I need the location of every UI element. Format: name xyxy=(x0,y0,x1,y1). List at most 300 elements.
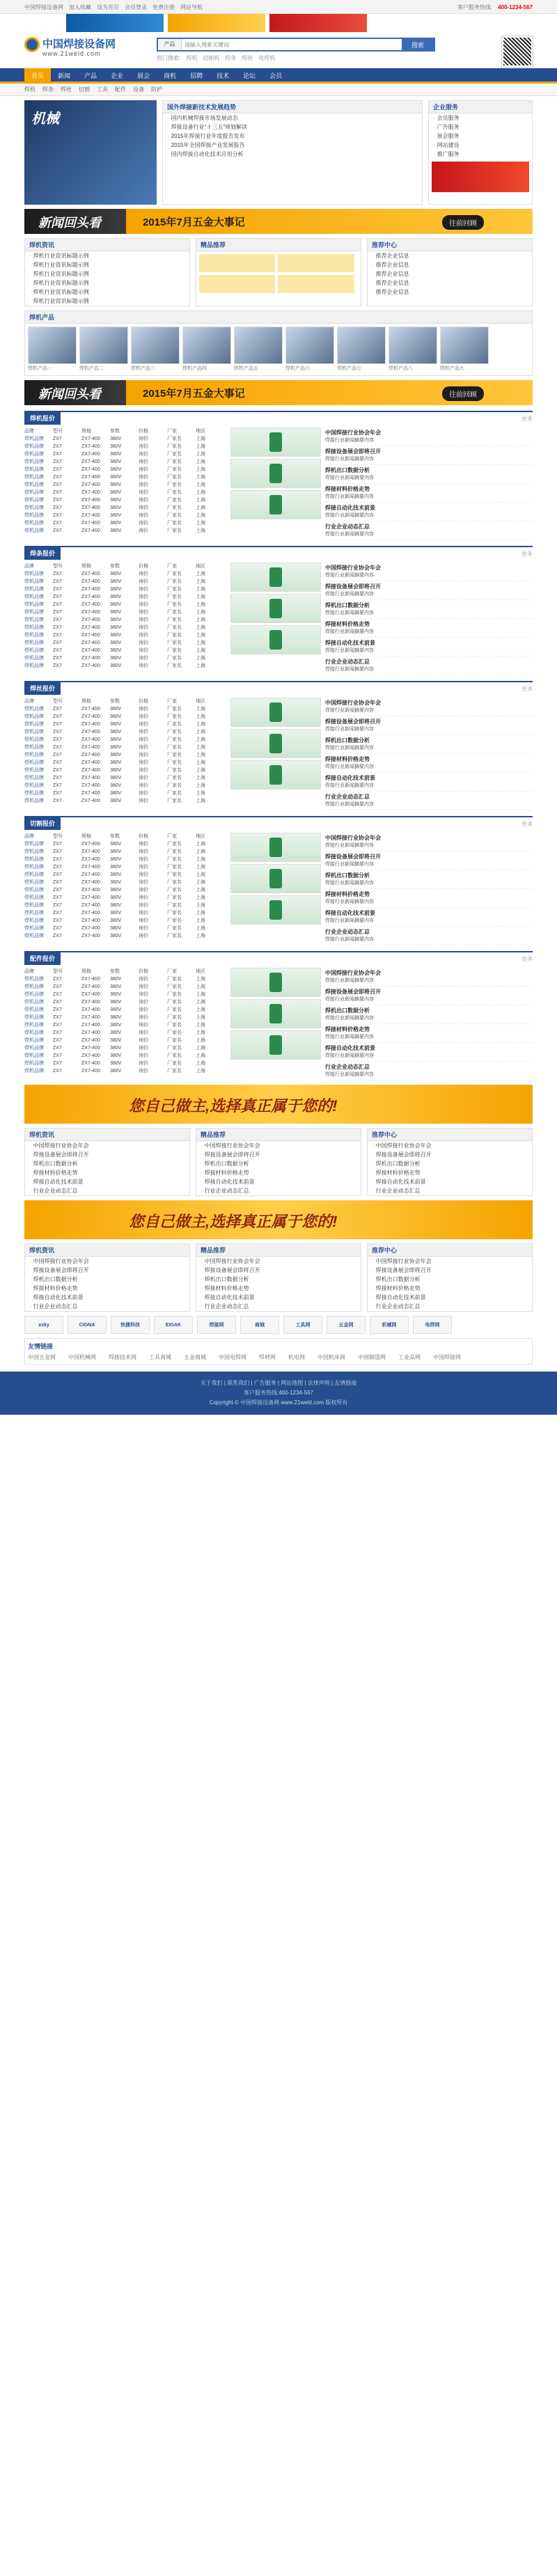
nav-item[interactable]: 产品 xyxy=(84,72,97,79)
table-cell: ZX7 xyxy=(53,992,62,997)
table-cell: 焊机品牌 xyxy=(24,656,44,661)
news-link[interactable]: · 焊接自动化技术前景 xyxy=(368,1293,532,1302)
friend-link[interactable]: 中国焊接网 xyxy=(433,1354,461,1360)
section-tag[interactable]: 焊条报价 xyxy=(24,547,61,560)
product-item[interactable] xyxy=(131,327,180,372)
banner-button[interactable]: 往前回顾 xyxy=(442,215,484,230)
section-more[interactable]: 更多 xyxy=(521,955,533,962)
nav-item[interactable]: 展会 xyxy=(137,72,150,79)
table-row[interactable] xyxy=(24,774,226,782)
product-name[interactable]: 焊机产品六 xyxy=(285,366,310,371)
news-item[interactable] xyxy=(325,773,533,792)
table-row[interactable] xyxy=(24,504,226,512)
table-row[interactable] xyxy=(24,481,226,489)
table-row[interactable] xyxy=(24,998,226,1006)
friend-link[interactable]: 机电网 xyxy=(288,1354,305,1360)
news-link[interactable]: · 焊接材料价格走势 xyxy=(196,1284,361,1293)
column-item[interactable]: · 焊机行业资讯标题示例 xyxy=(25,269,189,278)
news-summary: 焊接行业新闻摘要内容 xyxy=(325,727,374,732)
news-item[interactable] xyxy=(325,870,533,889)
ad-banner[interactable] xyxy=(66,14,164,32)
news-link[interactable]: · 行业企业动态汇总 xyxy=(368,1302,532,1311)
table-cell: 380V xyxy=(110,505,122,510)
section-more[interactable]: 更多 xyxy=(521,685,533,692)
table-cell: ZX7-400 xyxy=(81,663,100,668)
table-row[interactable] xyxy=(24,654,226,662)
news-review-banner[interactable] xyxy=(24,209,533,234)
partner-logo[interactable]: xsky xyxy=(24,1316,63,1334)
partner-logo[interactable]: 机械网 xyxy=(370,1316,409,1334)
table-row[interactable] xyxy=(24,519,226,527)
ad-banner[interactable] xyxy=(168,14,265,32)
friend-link[interactable]: 中国五金网 xyxy=(28,1354,56,1360)
table-cell: 380V xyxy=(110,521,122,526)
news-item[interactable] xyxy=(325,792,533,810)
news-link[interactable]: · 焊机出口数据分析 xyxy=(368,1159,532,1168)
headline-item[interactable]: · 国内焊接自动化技术应用分析 xyxy=(163,150,422,159)
table-row[interactable] xyxy=(24,435,226,443)
section-more[interactable]: 更多 xyxy=(521,550,533,557)
top-link[interactable]: 设为首页 xyxy=(97,3,119,10)
table-row[interactable] xyxy=(24,879,226,886)
product-item[interactable] xyxy=(234,327,283,372)
friend-link[interactable]: 中国电焊网 xyxy=(219,1354,246,1360)
news-item[interactable] xyxy=(325,581,533,600)
section-tag[interactable]: 配件报价 xyxy=(24,952,61,965)
table-row[interactable] xyxy=(24,1006,226,1014)
friend-link[interactable]: 工具商城 xyxy=(149,1354,171,1360)
news-item[interactable] xyxy=(325,600,533,619)
table-cell: ZX7 xyxy=(53,768,62,773)
table-row[interactable] xyxy=(24,496,226,504)
news-link[interactable]: · 中国焊接行业协会年会 xyxy=(25,1141,189,1150)
section-tag[interactable]: 焊丝报价 xyxy=(24,682,61,695)
table-row[interactable] xyxy=(24,983,226,991)
product-item[interactable] xyxy=(182,327,231,372)
headline-item[interactable]: · 2015年全国焊接产业发展报告 xyxy=(163,141,422,150)
table-row[interactable] xyxy=(24,647,226,654)
partner-logo[interactable]: 快捷科技 xyxy=(111,1316,150,1334)
machine-image[interactable] xyxy=(230,1030,321,1060)
friend-link[interactable]: 中国机床网 xyxy=(317,1354,345,1360)
subnav-item[interactable]: 焊机 xyxy=(24,86,36,93)
table-row[interactable] xyxy=(24,790,226,797)
product-item[interactable] xyxy=(79,327,128,372)
table-row[interactable] xyxy=(24,767,226,774)
news-link[interactable]: · 行业企业动态汇总 xyxy=(368,1186,532,1195)
news-review-banner-2[interactable] xyxy=(24,380,533,405)
table-row[interactable] xyxy=(24,616,226,624)
hero-slider[interactable]: 机械 xyxy=(24,100,157,205)
table-cell: 上海 xyxy=(196,618,205,622)
top-link[interactable]: 网站导航 xyxy=(180,3,203,10)
service-item[interactable]: · 广告服务 xyxy=(429,123,532,132)
table-row[interactable] xyxy=(24,608,226,616)
news-link[interactable]: · 焊接材料价格走势 xyxy=(25,1284,189,1293)
news-item[interactable] xyxy=(325,889,533,908)
news-item[interactable] xyxy=(325,908,533,927)
table-row[interactable] xyxy=(24,894,226,902)
product-image[interactable] xyxy=(440,327,489,364)
table-row[interactable] xyxy=(24,797,226,805)
table-row[interactable] xyxy=(24,443,226,450)
hot-word[interactable]: 电焊机 xyxy=(258,55,276,61)
partner-logo[interactable]: 工具网 xyxy=(283,1316,322,1334)
table-row[interactable] xyxy=(24,1029,226,1037)
table-cell: ZX7-400 xyxy=(81,521,100,526)
product-image[interactable] xyxy=(337,327,386,364)
news-link[interactable]: · 焊机出口数据分析 xyxy=(25,1275,189,1284)
news-item[interactable] xyxy=(325,427,533,446)
table-row[interactable] xyxy=(24,489,226,496)
column-item[interactable]: · 焊机行业资讯标题示例 xyxy=(25,278,189,288)
table-row[interactable] xyxy=(24,759,226,767)
table-row[interactable] xyxy=(24,909,226,917)
table-row[interactable] xyxy=(24,713,226,721)
headline-item[interactable]: · 焊接设备行业“十三五”规划解读 xyxy=(163,123,422,132)
product-name[interactable]: 焊机产品一 xyxy=(28,366,52,371)
product-item[interactable] xyxy=(285,327,334,372)
section-more[interactable]: 更多 xyxy=(521,820,533,827)
machine-image[interactable] xyxy=(230,833,321,862)
news-link[interactable]: · 焊接自动化技术前景 xyxy=(196,1293,361,1302)
product-name[interactable]: 焊机产品七 xyxy=(337,366,361,371)
news-title: 中国焊接行业协会年会 xyxy=(325,565,381,571)
news-link[interactable]: · 焊接设备展会即将召开 xyxy=(196,1150,361,1159)
news-link[interactable]: · 焊接自动化技术前景 xyxy=(368,1177,532,1186)
table-row[interactable] xyxy=(24,1067,226,1075)
subnav-item[interactable]: 焊条 xyxy=(42,86,54,93)
news-link[interactable]: · 焊接自动化技术前景 xyxy=(25,1177,189,1186)
news-item[interactable] xyxy=(325,851,533,870)
table-row[interactable] xyxy=(24,886,226,894)
machine-image[interactable] xyxy=(230,999,321,1028)
table-row[interactable] xyxy=(24,705,226,713)
table-row[interactable] xyxy=(24,728,226,736)
table-row[interactable] xyxy=(24,721,226,728)
product-item[interactable] xyxy=(28,327,77,372)
product-name[interactable]: 焊机产品五 xyxy=(234,366,258,371)
machine-image[interactable] xyxy=(230,729,321,758)
column-item[interactable]: · 推荐企业信息 xyxy=(368,278,532,288)
table-row[interactable] xyxy=(24,473,226,481)
machine-image[interactable] xyxy=(230,864,321,893)
table-row[interactable] xyxy=(24,932,226,940)
nav-item[interactable]: 新闻 xyxy=(58,72,71,79)
table-row[interactable] xyxy=(24,1021,226,1029)
service-item[interactable]: · 展会服务 xyxy=(429,132,532,141)
promo-banner[interactable] xyxy=(24,1085,533,1124)
product-item[interactable] xyxy=(440,327,489,372)
column-item[interactable]: · 焊机行业资讯标题示例 xyxy=(25,297,189,306)
promo-banner-2[interactable] xyxy=(24,1200,533,1239)
table-cell: ZX7-400 xyxy=(81,633,100,638)
news-link[interactable]: · 行业企业动态汇总 xyxy=(196,1186,361,1195)
hot-word[interactable]: 焊条 xyxy=(225,55,237,61)
footer-links[interactable]: 关于我们 | 联系我们 | 广告服务 | 网站地图 | 法律声明 | 友情链接 xyxy=(200,1380,357,1386)
machine-image[interactable] xyxy=(230,760,321,790)
product-image[interactable] xyxy=(182,327,231,364)
table-cell: 询价 xyxy=(139,1038,148,1043)
subnav-item[interactable]: 设备 xyxy=(133,86,144,93)
search-category[interactable]: 产品 xyxy=(158,39,182,50)
table-row[interactable] xyxy=(24,466,226,473)
section-tag[interactable]: 焊机报价 xyxy=(24,412,61,425)
table-row[interactable] xyxy=(24,744,226,751)
banner-text-b: 2015年7月五金大事记 xyxy=(143,217,245,228)
headline-item[interactable]: · 国内机械焊接市场发展动态 xyxy=(163,113,422,123)
product-item[interactable] xyxy=(389,327,437,372)
table-row[interactable] xyxy=(24,871,226,879)
news-link[interactable]: · 焊机出口数据分析 xyxy=(25,1159,189,1168)
table-row[interactable] xyxy=(24,736,226,744)
table-row[interactable] xyxy=(24,1037,226,1044)
table-row[interactable] xyxy=(24,840,226,848)
news-link[interactable]: · 焊接设备展会即将召开 xyxy=(196,1266,361,1275)
subnav-item[interactable]: 配件 xyxy=(115,86,126,93)
partner-logo[interactable]: CIGNA xyxy=(68,1316,107,1334)
news-link[interactable]: · 中国焊接行业协会年会 xyxy=(196,1257,361,1266)
news-item[interactable] xyxy=(325,698,533,716)
news-link[interactable]: · 行业企业动态汇总 xyxy=(25,1186,189,1195)
product-name[interactable]: 焊机产品二 xyxy=(79,366,104,371)
news-item[interactable] xyxy=(325,503,533,521)
table-row[interactable] xyxy=(24,863,226,871)
table-row[interactable] xyxy=(24,512,226,519)
service-item[interactable]: · 推广服务 xyxy=(429,150,532,159)
product-image[interactable] xyxy=(28,327,77,364)
table-cell: 询价 xyxy=(139,1000,148,1005)
news-link[interactable]: · 焊接材料价格走势 xyxy=(368,1284,532,1293)
news-link[interactable]: · 焊接设备展会即将召开 xyxy=(368,1266,532,1275)
table-row[interactable] xyxy=(24,856,226,863)
news-link[interactable]: · 中国焊接行业协会年会 xyxy=(368,1257,532,1266)
news-item[interactable] xyxy=(325,968,533,987)
news-item[interactable] xyxy=(325,563,533,581)
news-link[interactable]: · 中国焊接行业协会年会 xyxy=(196,1141,361,1150)
table-row[interactable] xyxy=(24,662,226,670)
table-row[interactable] xyxy=(24,975,226,983)
table-cell: 询价 xyxy=(139,926,148,931)
news-link[interactable]: · 中国焊接行业协会年会 xyxy=(368,1141,532,1150)
site-logo[interactable] xyxy=(24,35,122,63)
top-link[interactable]: 加入收藏 xyxy=(69,3,91,10)
column-item[interactable]: · 推荐企业信息 xyxy=(368,260,532,269)
subnav-item[interactable]: 工具 xyxy=(97,86,108,93)
recommend-image[interactable] xyxy=(278,254,354,272)
product-name[interactable]: 焊机产品九 xyxy=(440,366,464,371)
nav-item[interactable]: 招聘 xyxy=(190,72,203,79)
headline-item[interactable]: · 2015年焊接行业年度报告发布 xyxy=(163,132,422,141)
news-item[interactable] xyxy=(325,987,533,1005)
partner-logo[interactable]: EIGAK xyxy=(154,1316,193,1334)
news-link[interactable]: · 焊接设备展会即将召开 xyxy=(368,1150,532,1159)
machine-image[interactable] xyxy=(230,490,321,519)
friend-link[interactable]: 五金商城 xyxy=(184,1354,206,1360)
table-row[interactable] xyxy=(24,527,226,535)
table-row[interactable] xyxy=(24,450,226,458)
news-link[interactable]: · 中国焊接行业协会年会 xyxy=(25,1257,189,1266)
table-row[interactable] xyxy=(24,601,226,608)
news-link[interactable]: · 焊接材料价格走势 xyxy=(196,1168,361,1177)
news-item[interactable] xyxy=(325,716,533,735)
partner-logo[interactable]: 焊接网 xyxy=(197,1316,236,1334)
news-item[interactable] xyxy=(325,833,533,851)
recommend-image[interactable] xyxy=(278,275,354,293)
news-item[interactable] xyxy=(325,484,533,503)
section-tag[interactable]: 切割报价 xyxy=(24,817,61,830)
column-item[interactable]: · 焊机行业资讯标题示例 xyxy=(25,288,189,297)
product-name[interactable]: 焊机产品三 xyxy=(131,366,155,371)
top-link[interactable]: 免费注册 xyxy=(152,3,175,10)
table-row[interactable] xyxy=(24,1052,226,1060)
column-item[interactable]: · 推荐企业信息 xyxy=(368,269,532,278)
news-link[interactable]: · 行业企业动态汇总 xyxy=(25,1302,189,1311)
ad-banner[interactable] xyxy=(269,14,367,32)
table-row[interactable] xyxy=(24,917,226,925)
machine-image[interactable] xyxy=(230,698,321,727)
table-row[interactable] xyxy=(24,593,226,601)
table-row[interactable] xyxy=(24,570,226,578)
table-row[interactable] xyxy=(24,925,226,932)
table-cell: 厂家名 xyxy=(167,857,182,862)
news-item[interactable] xyxy=(325,754,533,773)
news-item[interactable] xyxy=(325,619,533,638)
product-image[interactable] xyxy=(389,327,437,364)
section-grid xyxy=(24,695,533,810)
news-item[interactable] xyxy=(325,735,533,754)
hot-word[interactable]: 焊机 xyxy=(186,55,198,61)
news-link[interactable]: · 焊接自动化技术前景 xyxy=(25,1293,189,1302)
partner-logo[interactable]: 电焊网 xyxy=(413,1316,452,1334)
machine-image[interactable] xyxy=(230,968,321,997)
news-item[interactable] xyxy=(325,1024,533,1043)
news-item[interactable] xyxy=(325,446,533,465)
column-item[interactable]: · 焊机行业资讯标题示例 xyxy=(25,260,189,269)
search-button[interactable]: 搜索 xyxy=(402,39,434,50)
news-item[interactable] xyxy=(325,1005,533,1024)
nav-item[interactable]: 企业 xyxy=(111,72,124,79)
recommend-image[interactable] xyxy=(199,275,275,293)
table-row[interactable] xyxy=(24,639,226,647)
recommend-image[interactable] xyxy=(199,254,275,272)
friend-link[interactable]: 焊材网 xyxy=(259,1354,276,1360)
table-row[interactable] xyxy=(24,751,226,759)
machine-image[interactable] xyxy=(230,459,321,488)
banner-button[interactable]: 往前回顾 xyxy=(442,386,484,401)
subnav-item[interactable]: 防护 xyxy=(151,86,162,93)
column-item[interactable]: · 推荐企业信息 xyxy=(368,251,532,260)
table-row[interactable] xyxy=(24,1060,226,1067)
partner-logo[interactable]: 商城 xyxy=(240,1316,279,1334)
nav-item[interactable]: 论坛 xyxy=(243,72,256,79)
column-item[interactable]: · 推荐企业信息 xyxy=(368,288,532,297)
product-image[interactable] xyxy=(285,327,334,364)
subnav-item[interactable]: 焊丝 xyxy=(61,86,72,93)
friend-link[interactable]: 焊接技术网 xyxy=(109,1354,136,1360)
top-link[interactable]: 会员登录 xyxy=(125,3,147,10)
product-image[interactable] xyxy=(234,327,283,364)
table-row[interactable] xyxy=(24,586,226,593)
news-link[interactable]: · 焊接设备展会即将召开 xyxy=(25,1150,189,1159)
friend-link[interactable]: 中国制造网 xyxy=(358,1354,386,1360)
table-row[interactable] xyxy=(24,848,226,856)
product-image[interactable] xyxy=(131,327,180,364)
news-item[interactable] xyxy=(325,521,533,540)
top-ads xyxy=(66,14,367,32)
hot-word[interactable]: 切割机 xyxy=(203,55,220,61)
table-cell: 上海 xyxy=(196,437,205,441)
table-row[interactable] xyxy=(24,991,226,998)
service-item[interactable]: · 网站建设 xyxy=(429,141,532,150)
machine-image[interactable] xyxy=(230,427,321,457)
partner-logo[interactable]: 五金网 xyxy=(327,1316,366,1334)
table-cell: 焊机品牌 xyxy=(24,1038,44,1043)
news-link[interactable]: · 焊接自动化技术前景 xyxy=(196,1177,361,1186)
nav-item[interactable]: 技术 xyxy=(217,72,230,79)
service-item[interactable]: · 会员服务 xyxy=(429,113,532,123)
friend-link[interactable]: 工业品网 xyxy=(398,1354,421,1360)
search-input[interactable] xyxy=(182,39,402,50)
news-item[interactable] xyxy=(325,927,533,945)
column-item[interactable]: · 焊机行业资讯标题示例 xyxy=(25,251,189,260)
nav-item[interactable]: 会员 xyxy=(269,72,283,79)
nav-item[interactable]: 商机 xyxy=(164,72,177,79)
table-header-cell: 价格 xyxy=(139,429,148,434)
machine-image[interactable] xyxy=(230,594,321,623)
news-link[interactable]: · 行业企业动态汇总 xyxy=(196,1302,361,1311)
table-cell: ZX7-400 xyxy=(81,918,100,923)
news-item[interactable] xyxy=(325,657,533,675)
news-link[interactable]: · 焊机出口数据分析 xyxy=(196,1275,361,1284)
news-item[interactable] xyxy=(325,1043,533,1062)
table-row[interactable] xyxy=(24,458,226,466)
table-row[interactable] xyxy=(24,624,226,631)
news-link[interactable]: · 焊接材料价格走势 xyxy=(368,1168,532,1177)
product-item[interactable] xyxy=(337,327,386,372)
machine-image[interactable] xyxy=(230,563,321,592)
side-ad[interactable] xyxy=(432,162,529,192)
subnav-item[interactable]: 切割 xyxy=(79,86,90,93)
news-item[interactable] xyxy=(325,1062,533,1081)
table-row[interactable] xyxy=(24,1014,226,1021)
nav-item[interactable]: 首页 xyxy=(24,68,51,84)
news-link[interactable]: · 焊接材料价格走势 xyxy=(25,1168,189,1177)
hot-word[interactable]: 焊丝 xyxy=(242,55,253,61)
news-item[interactable] xyxy=(325,638,533,657)
table-row[interactable] xyxy=(24,902,226,909)
machine-image[interactable] xyxy=(230,625,321,654)
table-cell: ZX7 xyxy=(53,849,62,854)
table-cell: 焊机品牌 xyxy=(24,452,44,457)
table-row[interactable] xyxy=(24,631,226,639)
section-more[interactable]: 更多 xyxy=(521,415,533,422)
product-image[interactable] xyxy=(79,327,128,364)
news-title: 焊接设备展会即将召开 xyxy=(325,448,381,455)
news-link[interactable]: · 焊接设备展会即将召开 xyxy=(25,1266,189,1275)
table-header-cell: 规格 xyxy=(81,564,91,569)
product-name[interactable]: 焊机产品八 xyxy=(389,366,413,371)
table-row[interactable] xyxy=(24,1044,226,1052)
news-item[interactable] xyxy=(325,465,533,484)
news-link[interactable]: · 焊机出口数据分析 xyxy=(368,1275,532,1284)
friend-link[interactable]: 中国机械网 xyxy=(68,1354,96,1360)
table-row[interactable] xyxy=(24,782,226,790)
product-name[interactable]: 焊机产品四 xyxy=(182,366,207,371)
news-link[interactable]: · 焊机出口数据分析 xyxy=(196,1159,361,1168)
machine-image[interactable] xyxy=(230,895,321,925)
table-row[interactable] xyxy=(24,578,226,586)
